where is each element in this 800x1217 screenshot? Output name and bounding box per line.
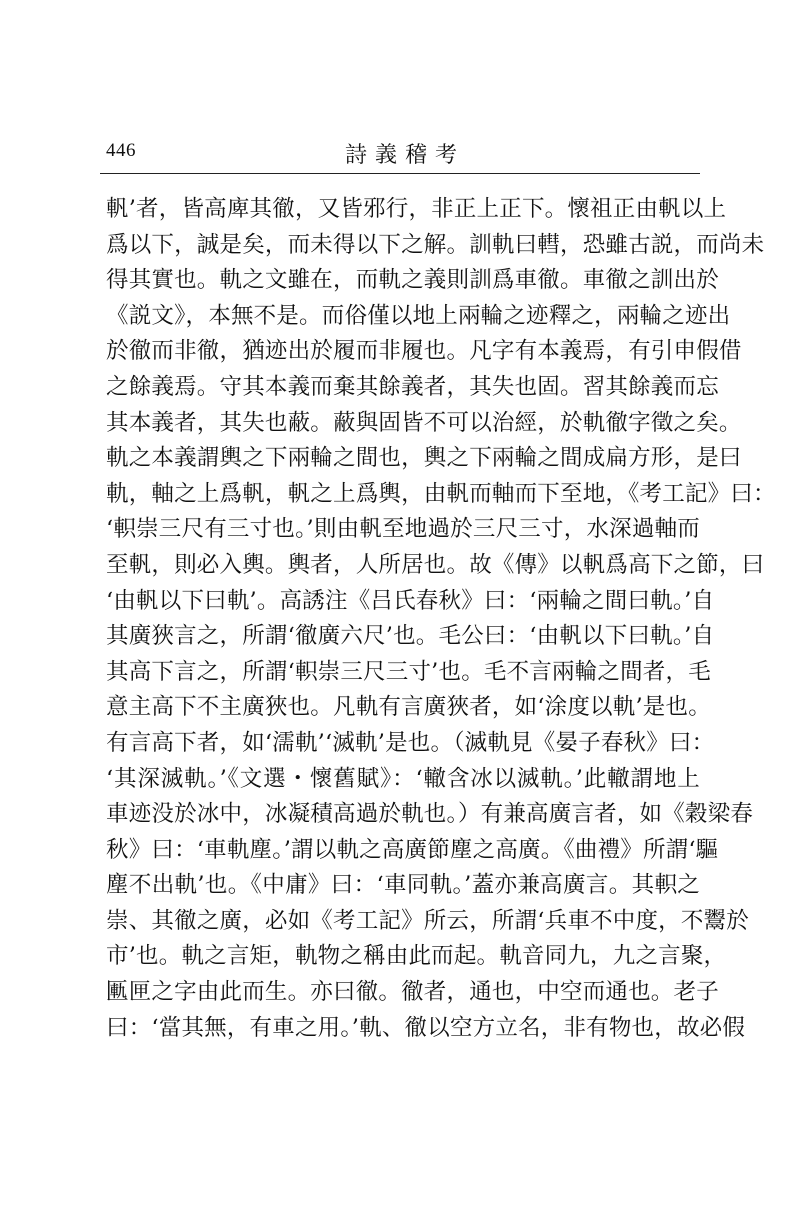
text-line: 之餘義焉。守其本義而棄其餘義者，其失也固。習其餘義而忘 xyxy=(106,373,719,400)
text-line: ‘其深滅軌。’《文選・懷舊賦》：‘轍含冰以滅軌。’此轍謂地上 xyxy=(106,765,700,792)
text-line: 軌，軸之上爲軓，軓之上爲輿，由軓而軸而下至地，《考工記》曰： xyxy=(106,480,776,507)
text-line: 秋》曰：‘車軌塵。’謂以軌之高廣節塵之高廣。《曲禮》所謂‘驅 xyxy=(106,836,719,863)
text-line: 其本義者，其失也蔽。蔽與固皆不可以治經，於軌徹字徵之矣。 xyxy=(106,409,742,436)
page-number: 446 xyxy=(106,140,136,161)
text-line: 車迹没於冰中，冰凝積高過於軌也。）有兼高廣言者，如《穀梁春 xyxy=(106,801,754,828)
text-line: 至軓，則必入輿。輿者，人所居也。故《傳》以軓爲高下之節，曰 xyxy=(106,551,765,578)
text-line: 得其實也。軌之文雖在，而軌之義則訓爲車徹。車徹之訓出於 xyxy=(106,267,719,294)
running-title: 詩義稽考 xyxy=(345,143,466,168)
text-line: 崇、其徹之廣，必如《考工記》所云，所謂‘兵車不中度，不鬻於 xyxy=(106,907,749,934)
text-line: 塵不出軌’也。《中庸》曰：‘車同軌。’蓋亦兼高廣言。其軹之 xyxy=(106,872,700,899)
text-line: 爲以下，誠是矣，而未得以下之解。訓軌曰轊，恐雖古説，而尚未 xyxy=(106,231,765,258)
text-line: 意主高下不主廣狹也。凡軌有言廣狹者，如‘涂度以軌’是也。 xyxy=(106,694,711,721)
text-line: 匭匣之字由此而生。亦曰徹。徹者，通也，中空而通也。老子 xyxy=(106,979,719,1006)
text-line: 市’也。軌之言矩，軌物之稱由此而起。軌音同九，九之言聚， xyxy=(106,943,727,970)
text-line: ‘軹崇三尺有三寸也。’則由軓至地過於三尺三寸，水深過軸而 xyxy=(106,516,700,543)
text-line: 《説文》，本無不是。而俗僅以地上兩輪之迹釋之，兩輪之迹出 xyxy=(106,302,731,329)
text-line: 有言高下者，如‘濡軌’‘滅軌’是也。（滅軌見《晏子春秋》曰： xyxy=(106,729,715,756)
text-line: 其廣狹言之，所謂‘徹廣六尺’也。毛公曰：‘由軓以下曰軌。’自 xyxy=(106,623,715,650)
header-rule xyxy=(100,173,700,174)
text-line: 軌之本義謂輿之下兩輪之間也，輿之下兩輪之間成扁方形，是曰 xyxy=(106,445,742,472)
text-line: 其高下言之，所謂‘軹崇三尺三寸’也。毛不言兩輪之間者，毛 xyxy=(106,658,711,685)
body-text xyxy=(106,192,776,1046)
text-line: 曰：‘當其無，有車之用。’軌、徹以空方立名，非有物也，故必假 xyxy=(106,1014,746,1041)
page-header xyxy=(100,130,700,170)
text-line: ‘由軓以下曰軌’。高誘注《吕氏春秋》曰：‘兩輪之間曰軌。’自 xyxy=(106,587,715,614)
text-line: 軓’者，皆高庳其徹，又皆邪行，非正上正下。懷祖正由軓以上 xyxy=(106,196,727,222)
text-line: 於徹而非徹，猶迹出於履而非履也。凡字有本義焉，有引申假借 xyxy=(106,338,742,365)
